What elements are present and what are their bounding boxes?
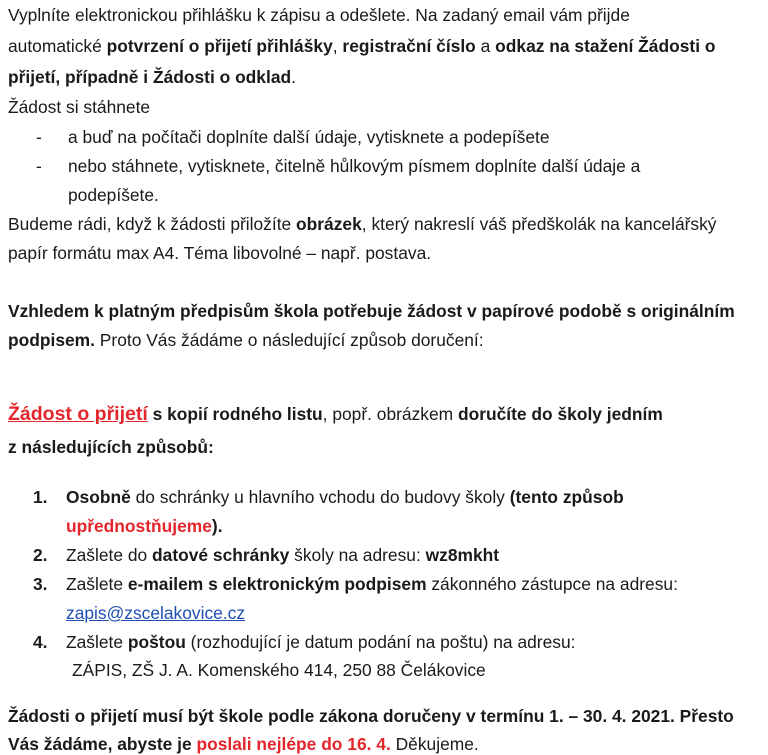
bullet-text: a buď na počítači doplníte další údaje, vytisknete a podepíšete [68, 127, 550, 147]
postal-address: ZÁPIS, ZŠ J. A. Komenského 414, 250 88 Čelákovice [72, 660, 486, 680]
method-item-3-cont [66, 602, 245, 624]
download-link-text: odkaz na stažení Žádosti o [495, 36, 716, 56]
deadline-line-2 [8, 733, 479, 755]
method-text: Zašlete [66, 632, 128, 652]
email-signature-text: e-mailem s elektronickým podpisem [127, 574, 427, 594]
intro-text: a [475, 36, 496, 56]
preferred-text: upřednostňujeme [66, 516, 212, 536]
bullet-item-2-cont: podepíšete. [68, 185, 159, 205]
intro-line-2 [8, 35, 715, 57]
application-forms-text: přijetí, případně i Žádosti o odklad [8, 67, 292, 87]
bullet-text: nebo stáhnete, vytisknete, čitelně hůlkovým písmem doplníte další údaje a [68, 156, 641, 176]
data-box-text: datové schránky [152, 545, 290, 565]
delivery-line-1 [8, 403, 663, 425]
data-box-id: wz8mkht [425, 545, 500, 565]
signature-text: Proto Vás žádáme o následující způsob doručení: [94, 330, 484, 350]
intro-text: Vyplníte elektronickou přihlášku k zápisu a odešlete. Na zadaný email vám přijde [8, 5, 630, 25]
intro-text: automatické [8, 36, 107, 56]
deadline-bold-text: Vás žádáme, abyste je [8, 734, 197, 754]
signature-line-2 [8, 329, 484, 351]
intro-text: . [291, 67, 296, 87]
email-link[interactable]: zapis@zscelakovice.cz [66, 603, 246, 623]
list-number: 2. [33, 545, 48, 565]
confirmation-text: potvrzení o přijetí přihlášky [106, 36, 333, 56]
personal-delivery-text: Osobně [66, 487, 131, 507]
thanks-text: Děkujeme. [390, 734, 479, 754]
method-bold-text: ). [211, 516, 223, 536]
drawing-line-1 [8, 213, 717, 235]
list-number: 4. [33, 632, 48, 652]
deadline-line-1: Žádosti o přijetí musí být škole podle zákona doručeny v termínu 1. – 30. 4. 2021. Přesto [8, 706, 734, 726]
drawing-line-2: papír formátu max A4. Téma libovolné – např. postava. [8, 243, 432, 263]
method-text: (rozhodující je datum podání na poštu) na adresu: [185, 632, 576, 652]
drawing-text: Budeme rádi, když k žádosti přiložíte [8, 214, 297, 234]
birth-certificate-text: s kopií rodného listu [147, 404, 323, 424]
registration-number-text: registrační číslo [342, 36, 476, 56]
method-text: školy na adresu: [289, 545, 426, 565]
intro-text: , [332, 36, 343, 56]
preferred-deadline-text: poslali nejlépe do 16. 4. [196, 734, 391, 754]
intro-line-3 [8, 66, 296, 88]
method-bold-text: (tento způsob [509, 487, 624, 507]
picture-text: obrázek [296, 214, 362, 234]
list-number: 1. [33, 487, 48, 507]
delivery-line-2: z následujících způsobů: [8, 437, 214, 457]
delivery-text: , popř. obrázkem [322, 404, 458, 424]
post-text: poštou [127, 632, 186, 652]
method-item-1-cont [66, 515, 223, 537]
method-text: Zašlete do [66, 545, 153, 565]
method-text: do schránky u hlavního vchodu do budovy školy [130, 487, 510, 507]
intro-line-1 [8, 4, 630, 26]
dash-bullet: - [36, 127, 42, 147]
signature-bold-text: podpisem. [8, 330, 95, 350]
drawing-text: , který nakreslí váš předškolák na kancelářský [361, 214, 717, 234]
list-number: 3. [33, 574, 48, 594]
application-title: Žádost o přijetí [8, 403, 148, 425]
method-text: Zašlete [66, 574, 128, 594]
signature-line-1: Vzhledem k platným předpisům škola potřebuje žádost v papírové podobě s originálním [8, 301, 735, 321]
delivery-bold-text: doručíte do školy jedním [457, 404, 663, 424]
download-heading: Žádost si stáhnete [8, 97, 151, 117]
dash-bullet: - [36, 156, 42, 176]
method-text: zákonného zástupce na adresu: [426, 574, 678, 594]
